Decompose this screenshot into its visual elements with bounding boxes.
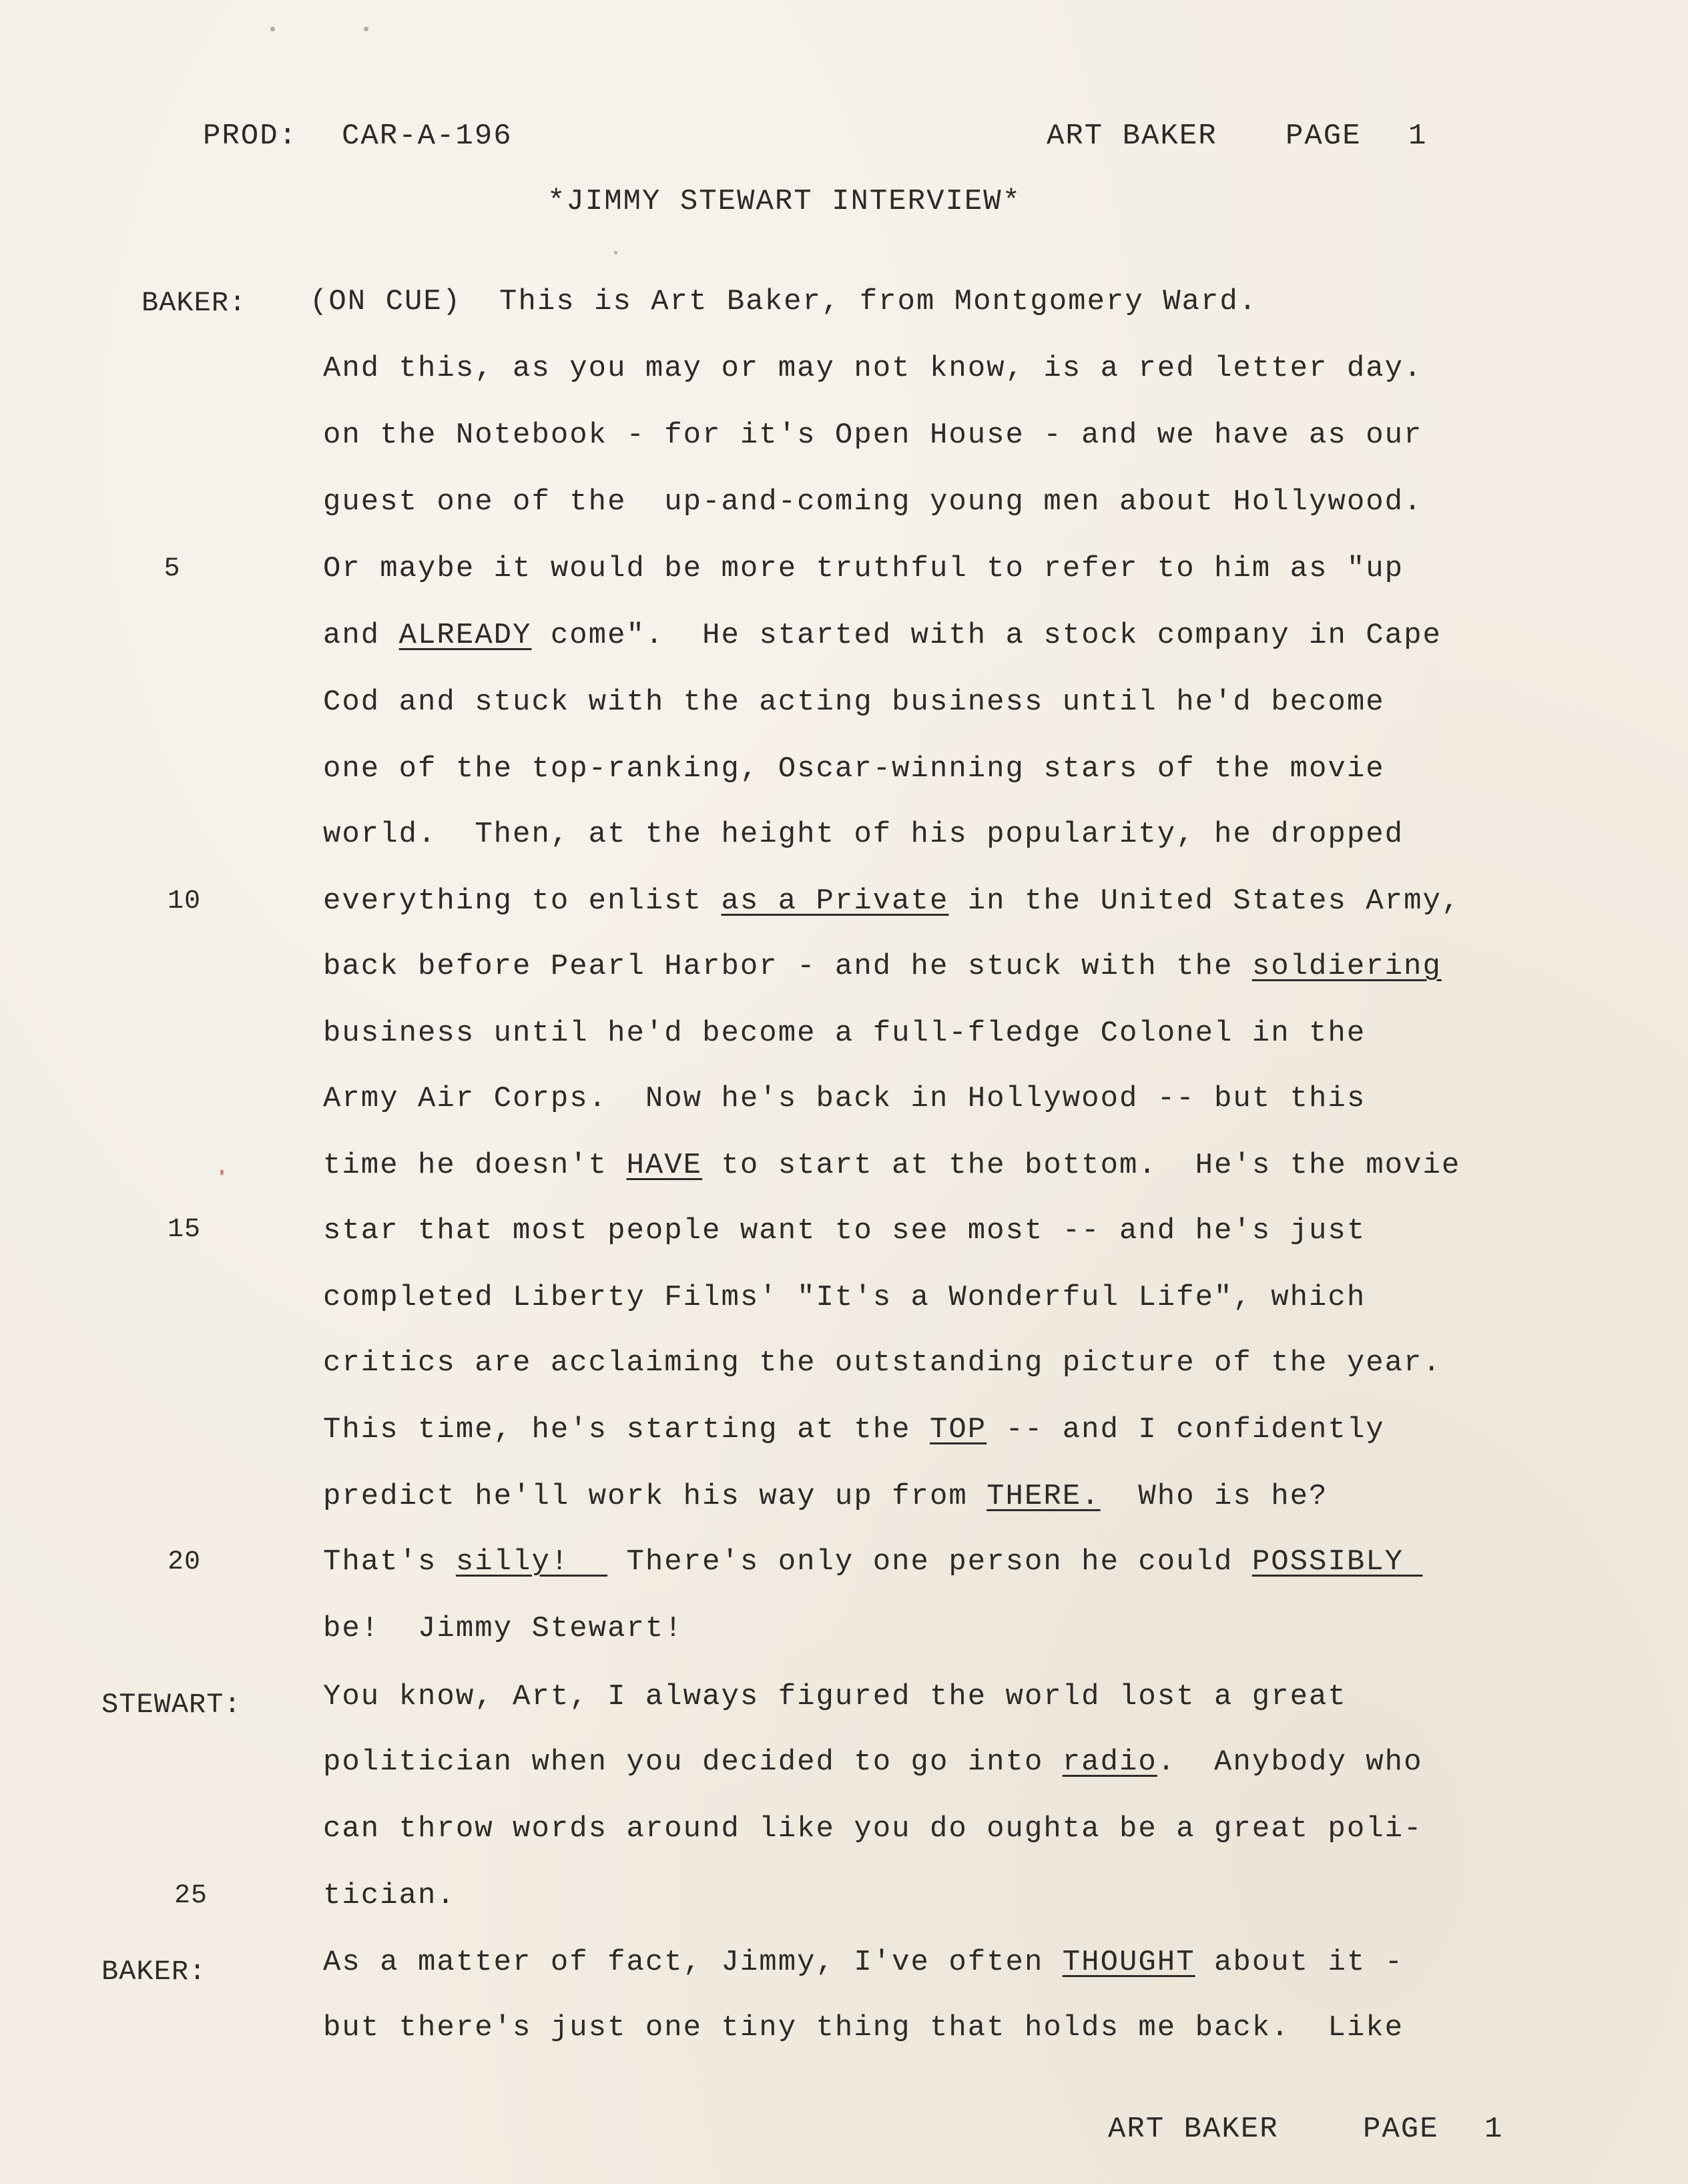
script-line: And this, as you may or may not know, is a red letter day.	[323, 352, 1423, 385]
line-text: everything to enlist	[323, 884, 722, 918]
script-line: business until he'd become a full-fledge Colonel in the	[323, 1017, 1366, 1050]
line-number: 10	[167, 886, 201, 916]
script-line: Or maybe it would be more truthful to refer to him as "up	[323, 552, 1404, 585]
underlined-emphasis: TOP	[929, 1413, 987, 1446]
paper-speck	[364, 27, 368, 31]
script-line: one of the top-ranking, Oscar-winning stars of the movie	[323, 752, 1385, 786]
script-line: world. Then, at the height of his popularity, he dropped	[323, 818, 1404, 851]
prod-code: CAR-A-196	[342, 119, 513, 153]
script-line	[323, 621, 1442, 650]
paper-speck	[270, 27, 275, 31]
script-line: guest one of the up-and-coming young men about Hollywood.	[323, 485, 1423, 519]
underlined-emphasis: silly!	[455, 1545, 608, 1579]
header-page-number: 1	[1408, 119, 1428, 153]
script-line: You know, Art, I always figured the world lost a great	[323, 1680, 1347, 1713]
script-line: (ON CUE) This is Art Baker, from Montgomery Ward.	[310, 285, 1258, 318]
underlined-emphasis: radio	[1062, 1745, 1157, 1779]
script-line: can throw words around like you do oughta be a great poli-	[323, 1812, 1423, 1846]
underlined-emphasis: as a Private	[721, 884, 949, 918]
underlined-emphasis: POSSIBLY	[1251, 1545, 1423, 1579]
line-text: time he doesn't	[323, 1149, 627, 1182]
line-text: -- and I confidently	[987, 1413, 1385, 1446]
script-line: Cod and stuck with the acting business until he'd become	[323, 686, 1385, 719]
script-line: on the Notebook - for it's Open House - and we have as our	[323, 419, 1423, 452]
line-text: . Anybody who	[1157, 1745, 1423, 1779]
line-text: about it -	[1195, 1946, 1404, 1979]
line-number: 5	[164, 554, 181, 584]
script-line: tician.	[323, 1879, 456, 1912]
prod-label: PROD:	[203, 119, 298, 153]
script-line	[323, 1747, 1422, 1777]
line-text: This time, he's starting at the	[323, 1413, 930, 1446]
underlined-emphasis: soldiering	[1251, 950, 1442, 983]
paper-speck	[220, 1169, 224, 1175]
script-line	[323, 886, 1460, 916]
line-text: politician when you decided to go into	[323, 1745, 1063, 1779]
line-text: That's	[323, 1545, 456, 1579]
footer-author: ART BAKER	[1108, 2113, 1279, 2146]
line-text: As a matter of fact, Jimmy, I've often	[323, 1946, 1063, 1979]
script-line	[323, 1482, 1328, 1511]
header-author: ART BAKER	[1047, 119, 1217, 153]
underlined-emphasis: THERE.	[987, 1480, 1101, 1513]
script-line	[323, 1415, 1385, 1444]
line-text: predict he'll work his way up from	[323, 1480, 987, 1513]
line-number: 20	[167, 1547, 201, 1577]
script-line: Army Air Corps. Now he's back in Hollywood -- but this	[323, 1082, 1366, 1115]
header-page-label: PAGE	[1286, 119, 1362, 153]
script-line	[323, 1151, 1460, 1180]
footer-page-label: PAGE	[1363, 2113, 1439, 2146]
line-number: 25	[174, 1881, 208, 1911]
speaker-label-stewart: STEWART:	[101, 1689, 242, 1721]
speaker-label-baker: BAKER:	[101, 1956, 207, 1988]
line-text: to start at the bottom. He's the movie	[702, 1149, 1461, 1182]
underlined-emphasis: HAVE	[626, 1149, 703, 1182]
footer-page-number: 1	[1484, 2113, 1504, 2146]
line-text: in the United States Army,	[948, 884, 1461, 918]
script-line: critics are acclaiming the outstanding picture of the year.	[323, 1346, 1442, 1380]
underlined-emphasis: THOUGHT	[1062, 1946, 1195, 1979]
line-number: 15	[167, 1215, 201, 1245]
line-text: Who is he?	[1100, 1480, 1328, 1513]
speaker-label-baker: BAKER:	[142, 287, 247, 319]
script-line	[323, 1547, 1422, 1577]
line-text: and	[323, 619, 399, 652]
underlined-emphasis: ALREADY	[398, 619, 532, 652]
paper-speck	[614, 251, 617, 254]
script-line	[323, 1948, 1404, 1977]
script-line: but there's just one tiny thing that holds me back. Like	[323, 2011, 1404, 2044]
script-line: star that most people want to see most -- and he's just	[323, 1214, 1366, 1248]
script-line	[323, 952, 1442, 981]
line-text: There's only one person he could	[607, 1545, 1252, 1579]
document-title: *JIMMY STEWART INTERVIEW*	[547, 185, 1022, 218]
script-line: completed Liberty Films' "It's a Wonderful Life", which	[323, 1281, 1366, 1314]
script-line: be! Jimmy Stewart!	[323, 1612, 683, 1645]
line-text: back before Pearl Harbor - and he stuck with the	[323, 950, 1252, 983]
line-text: come". He started with a stock company in Cape	[531, 619, 1442, 652]
